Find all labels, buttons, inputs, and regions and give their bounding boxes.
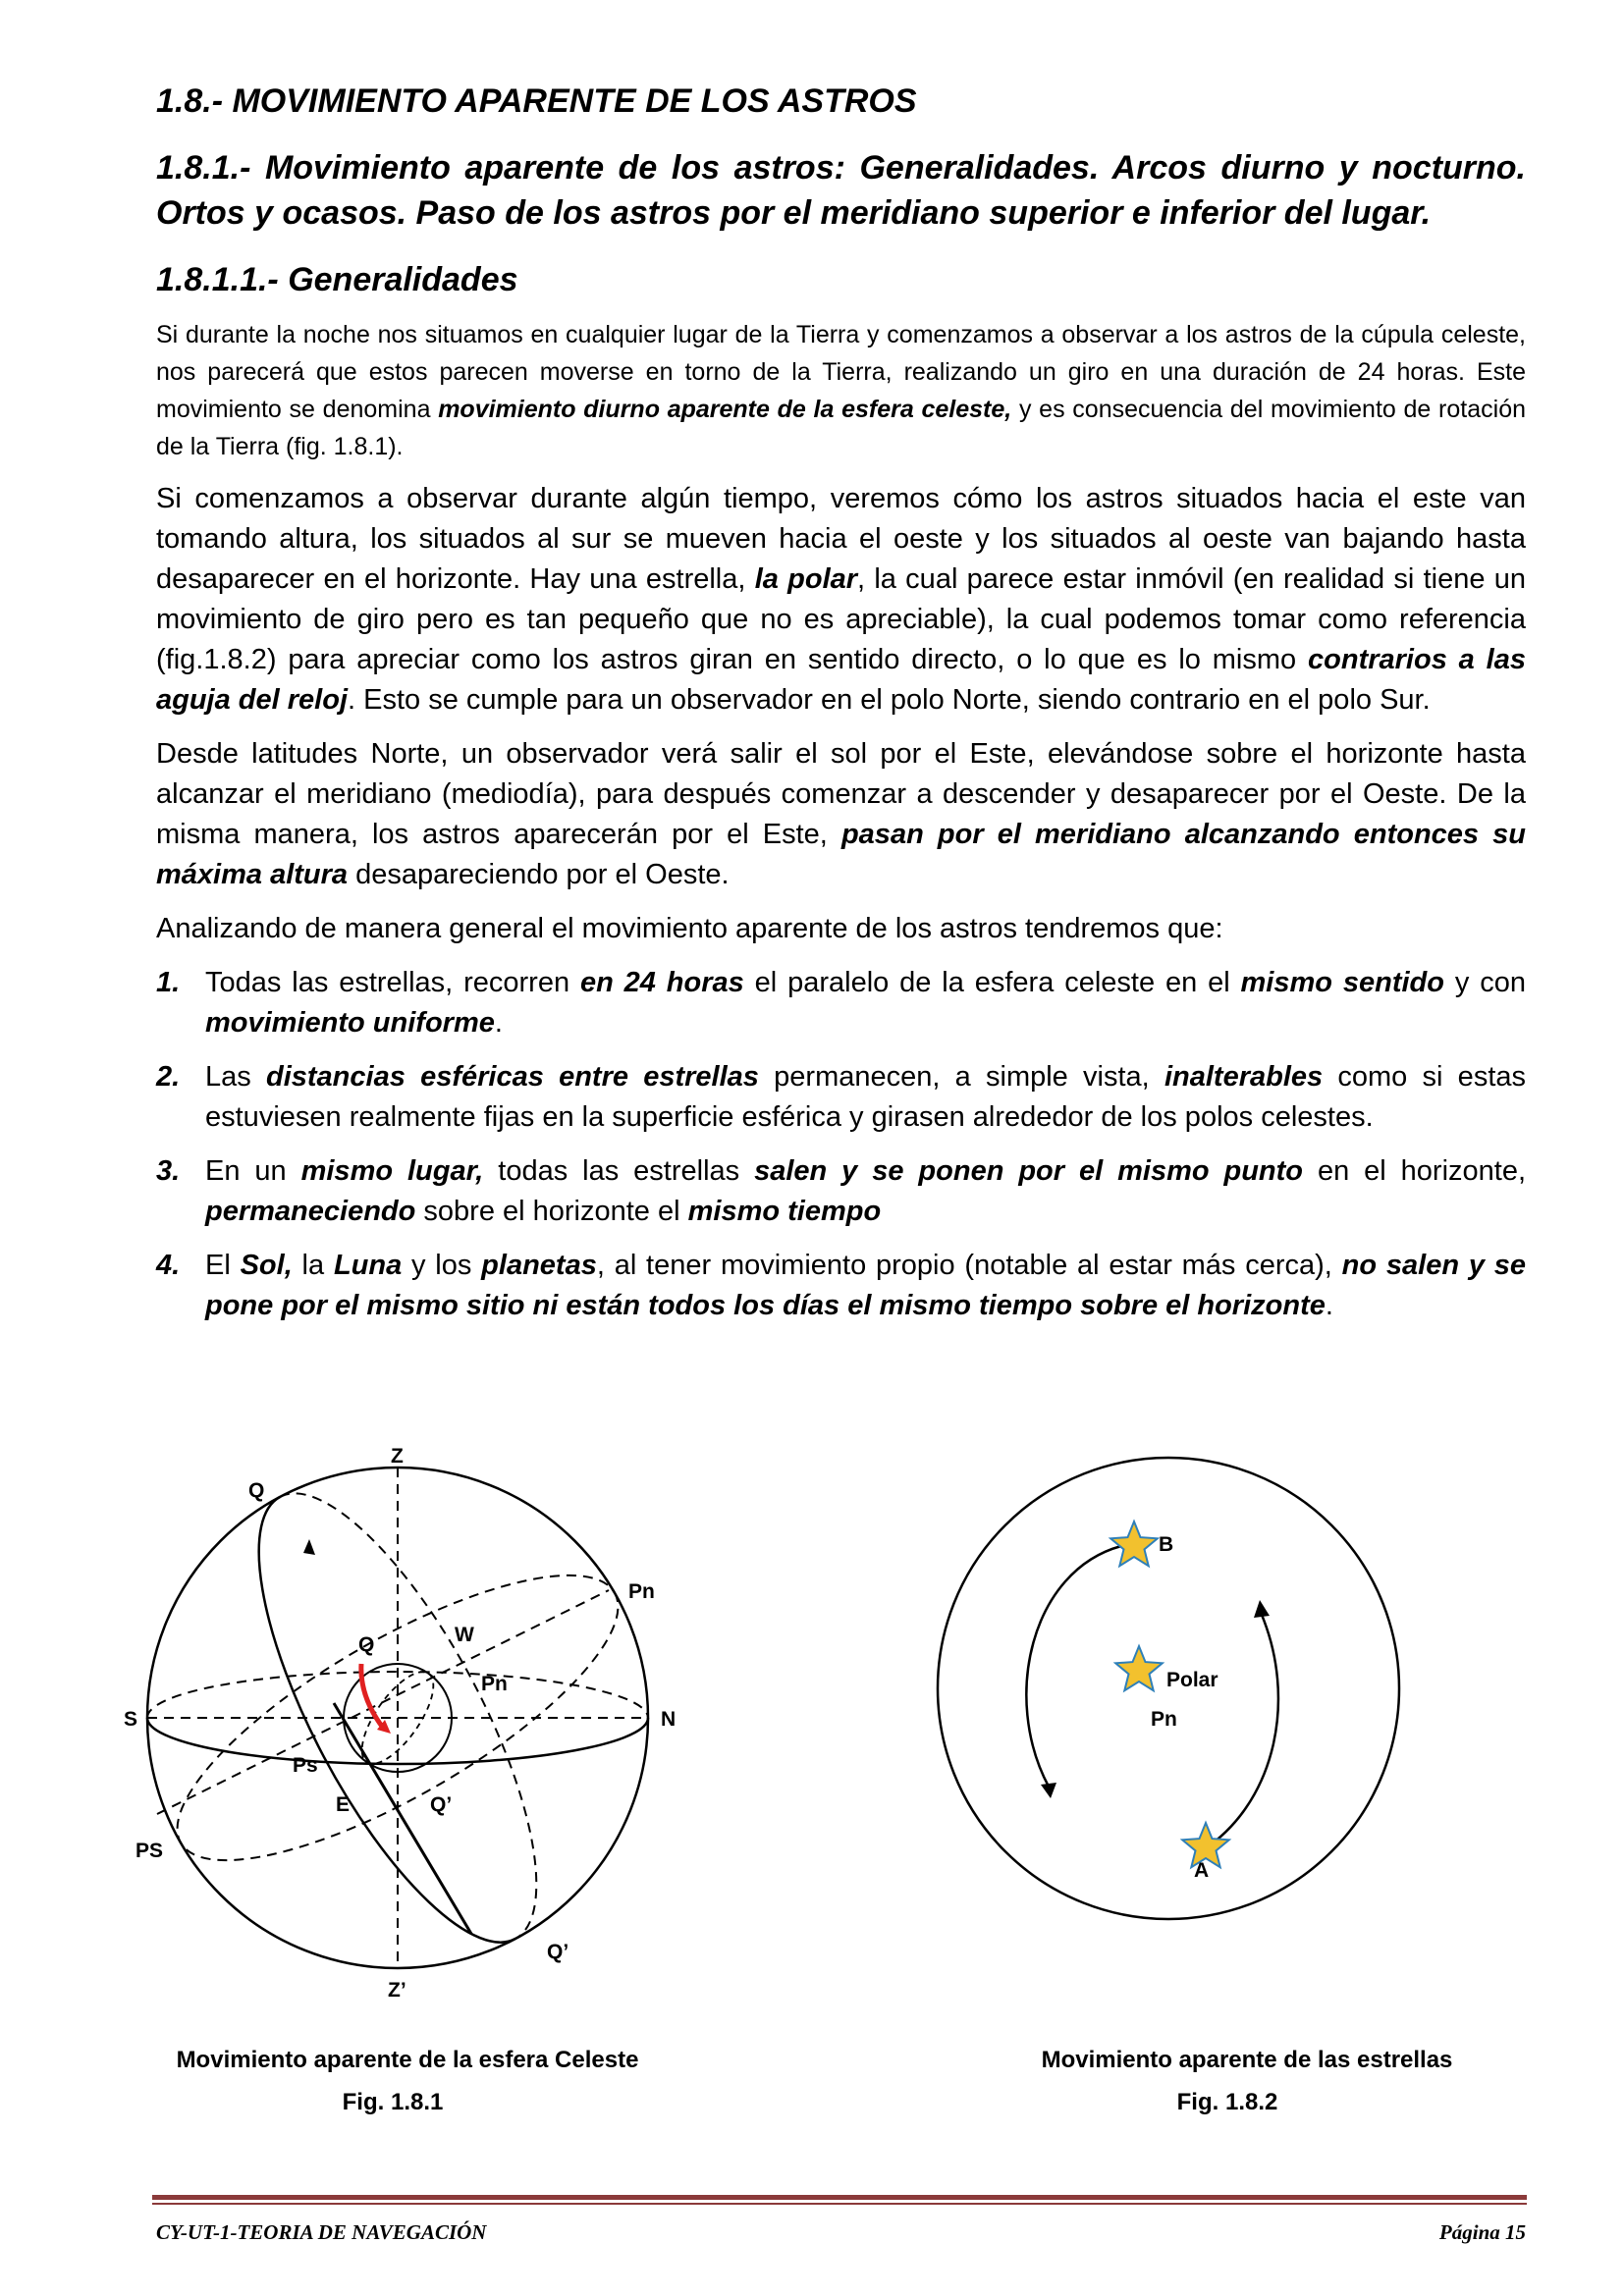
footer-rule-thick (152, 2195, 1527, 2200)
paragraph-2-text-end: . Esto se cumple para un observador en el polo Norte, siendo contrario en el polo Sur. (348, 684, 1431, 716)
star-B-icon (1110, 1522, 1158, 1566)
rule-number: 3. (156, 1155, 181, 1187)
paragraph-3 (156, 734, 1526, 895)
rule-text: El (205, 1250, 241, 1281)
rule-emphasis: salen y se ponen por el mismo punto (754, 1155, 1304, 1187)
label-Pn-inner: Pn (481, 1673, 508, 1695)
rule-emphasis: mismo tiempo (687, 1196, 882, 1227)
rule-emphasis: movimiento uniforme (205, 1007, 495, 1039)
label-star-A: A (1194, 1859, 1210, 1882)
label-S: S (124, 1708, 138, 1731)
rule-text: . (1325, 1290, 1333, 1321)
figure-2-caption: Movimiento aparente de las estrellas (1041, 2047, 1453, 2073)
section-heading: 1.8.- MOVIMIENTO APARENTE DE LOS ASTROS (156, 82, 917, 120)
rule-emphasis: permaneciendo (205, 1196, 416, 1227)
paragraph-2 (156, 479, 1526, 721)
rule-text: . (494, 1007, 503, 1039)
rule-text: la (292, 1250, 334, 1281)
paragraph-2-emphasis-clock: contrarios a las aguja del reloj (156, 644, 1526, 716)
rule-emphasis: Sol, (240, 1250, 293, 1281)
rule-emphasis: planetas (481, 1250, 597, 1281)
meridian-back (280, 1458, 588, 1939)
star-path-left (1026, 1546, 1121, 1787)
rule-emphasis: no salen y se pone por el mismo sitio ni están todos los días el mismo tiempo sobre el horizonte (205, 1250, 1527, 1321)
star-shape (1110, 1522, 1158, 1566)
rule-emphasis: mismo sentido (1240, 967, 1444, 998)
rule-emphasis: en 24 horas (579, 967, 744, 998)
footer-page-number: Página 15 (1438, 2220, 1526, 2244)
paragraph-2-emphasis-polar: la polar (754, 563, 858, 595)
star-path-left-arrowhead (1041, 1783, 1056, 1798)
paragraph-3-emphasis: pasan por el meridiano alcanzando entonces su máxima altura (156, 819, 1526, 890)
label-Q-prime-bottom: Q’ (547, 1941, 569, 1963)
meridian-arrowhead (303, 1539, 315, 1555)
label-Ps: Ps (293, 1754, 318, 1777)
rule-text: y con (1443, 967, 1526, 998)
main-content (156, 79, 1526, 1340)
footer-document-title: CY-UT-1-TEORIA DE NAVEGACIÓN (156, 2220, 487, 2244)
label-Z: Z (391, 1445, 404, 1468)
meridian-front (206, 1497, 514, 1978)
star-shape (1115, 1646, 1163, 1690)
rule-text: todas las estrellas (483, 1155, 755, 1187)
figure-2-number: Fig. 1.8.2 (1176, 2089, 1278, 2115)
rule-text: como si estas estuviesen realmente fijas en la superficie esférica y girasen alrededor de los polos celestes. (205, 1061, 1526, 1133)
polar-axis (157, 1590, 609, 1814)
label-Q-prime-inner: Q’ (430, 1793, 453, 1816)
rule-text: en el horizonte, (1303, 1155, 1527, 1187)
rule-emphasis: Luna (333, 1250, 403, 1281)
subsection-heading: 1.8.1.- Movimiento aparente de los astros: Generalidades. Arcos diurno y nocturno. Ortos y ocasos. Paso de los astros por el meridiano superior e inferior del lugar. (156, 149, 1526, 232)
paragraph-1-text: Si durante la noche nos situamos en cualquier lugar de la Tierra y comenzamos a observar a los astros de la cúpula celeste, nos parecerá que estos parecen moverse en torno de la Tierra, realizando un giro en una duración de 24 horas. Este movimiento se denomina (156, 321, 1526, 423)
label-Pn-outer: Pn (628, 1580, 655, 1603)
rule-number: 2. (156, 1061, 181, 1093)
rule-text: el paralelo de la esfera celeste en el (743, 967, 1241, 998)
star-path-right-arrowhead (1254, 1600, 1270, 1618)
paragraph-1-text-end: y es consecuencia del movimiento de rotación de la Tierra (fig. 1.8.1). (156, 396, 1526, 460)
label-polar: Polar (1166, 1669, 1218, 1691)
figure-1-caption: Movimiento aparente de la esfera Celeste (176, 2047, 639, 2073)
paragraph-4: Analizando de manera general el movimiento aparente de los astros tendremos que: (156, 913, 1223, 944)
rule-number: 1. (156, 967, 181, 998)
rule-text: , al tener movimiento propio (notable al estar más cerca), (596, 1250, 1342, 1281)
figure-celestial-sphere (118, 1433, 707, 2022)
footer-rule-thin (152, 2203, 1527, 2205)
rule-item (156, 1246, 1526, 1326)
rule-item (156, 1151, 1526, 1232)
star-polar-icon (1115, 1646, 1163, 1690)
rule-text: y los (402, 1250, 482, 1281)
rule-text: sobre el horizonte el (415, 1196, 688, 1227)
label-PS: PS (135, 1840, 164, 1862)
rule-item (156, 1057, 1526, 1138)
star-path-right (1210, 1615, 1278, 1845)
paragraph-1-emphasis: movimiento diurno aparente de la esfera celeste, (438, 396, 1012, 423)
label-Q-top: Q (248, 1479, 265, 1502)
rule-text: En un (205, 1155, 301, 1187)
paragraph-2-text: Si comenzamos a observar durante algún tiempo, veremos cómo los astros situados hacia el este van tomando altura, los situados al sur se mueven hacia el oeste y los situados al oeste van bajando hasta desaparecer en el horizonte. Hay una estrella, (156, 483, 1526, 595)
label-N: N (661, 1708, 677, 1731)
paragraph-3-text-end: desapareciendo por el Oeste. (348, 859, 730, 890)
figure-1-number: Fig. 1.8.1 (342, 2089, 444, 2115)
label-star-B: B (1159, 1533, 1174, 1556)
rules-list (156, 963, 1526, 1326)
label-Pn: Pn (1151, 1708, 1177, 1731)
rule-text: Todas las estrellas, recorren (205, 967, 580, 998)
label-W: W (455, 1624, 474, 1646)
figure-star-motion (933, 1453, 1404, 1924)
rule-text: permanecen, a simple vista, (758, 1061, 1164, 1093)
rule-emphasis: distancias esféricas entre estrellas (266, 1061, 759, 1093)
rule-emphasis: mismo lugar, (300, 1155, 484, 1187)
paragraph-2-text-mid: , la cual parece estar inmóvil (en realidad si tiene un movimiento de giro pero es tan pequeño que no es apreciable), la cual podemos tomar como referencia (fig.1.8.2) para apreciar como los astros giran en sentido directo, o lo que es lo mismo (156, 563, 1527, 675)
rule-item (156, 963, 1526, 1043)
diurnal-path-line (334, 1703, 471, 1934)
subsubsection-heading: 1.8.1.1.- Generalidades (156, 261, 518, 298)
label-E: E (336, 1793, 351, 1816)
rule-text: Las (205, 1061, 266, 1093)
paragraph-3-text: Desde latitudes Norte, un observador verá salir el sol por el Este, elevándose sobre el horizonte hasta alcanzar el meridiano (mediodía), para después comenzar a descender y desaparecer por el Oeste. De la misma manera, los astros aparecerán por el Este, (156, 738, 1526, 850)
label-Z-prime: Z’ (388, 1979, 406, 2002)
paragraph-1 (156, 316, 1526, 465)
rule-emphasis: inalterables (1164, 1061, 1324, 1093)
label-Q-inner: Q (358, 1633, 375, 1656)
rule-number: 4. (156, 1250, 181, 1281)
